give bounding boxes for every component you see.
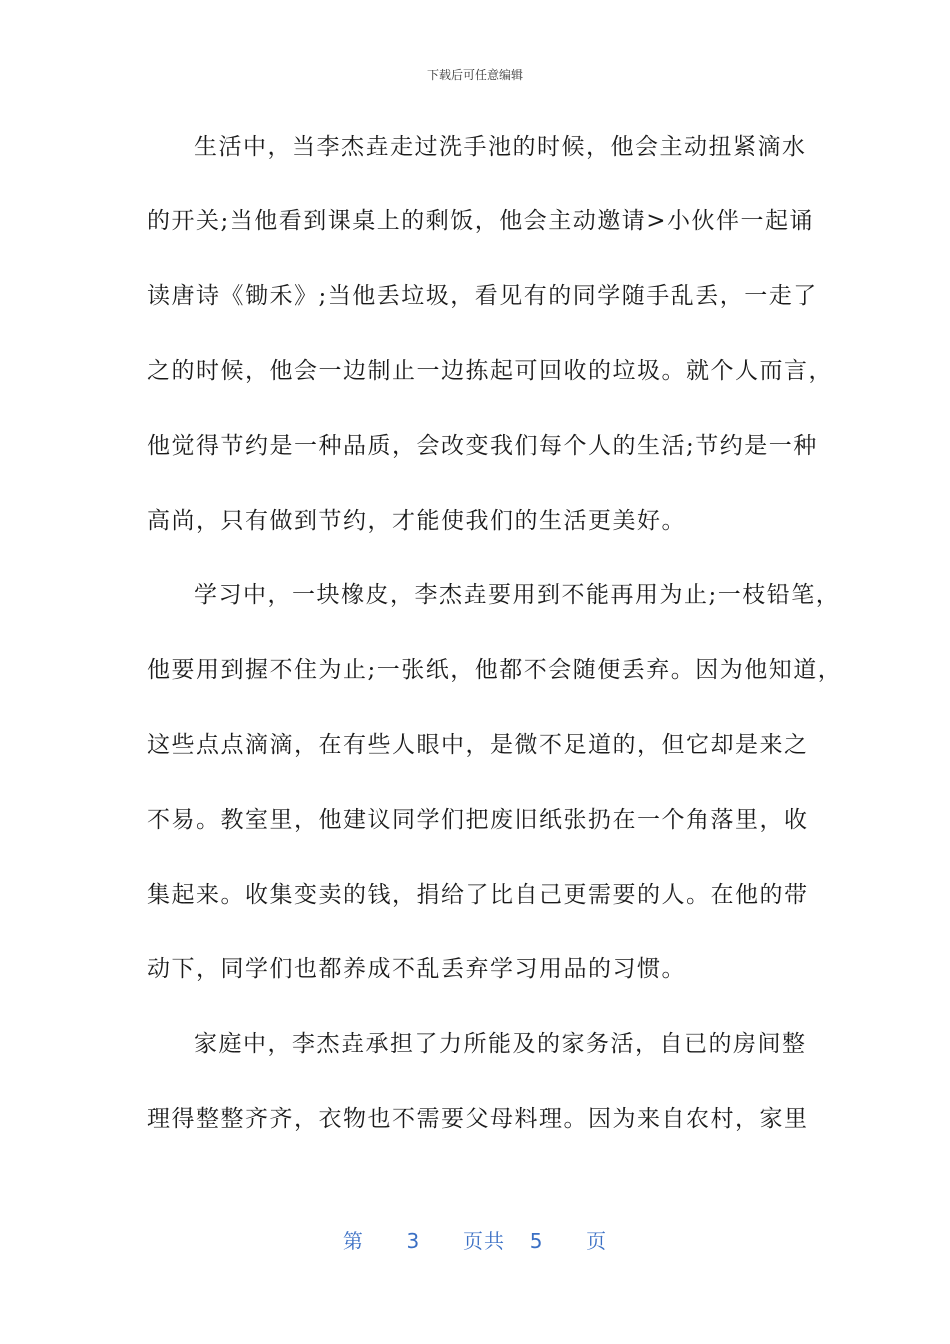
paragraph-line: 集起来。收集变卖的钱，捐给了比自己更需要的人。在他的带 bbox=[147, 882, 809, 908]
footer-middle: 页共 bbox=[463, 1229, 505, 1253]
total-pages-number: 5 bbox=[529, 1229, 544, 1253]
page-header: 下载后可任意编辑 bbox=[426, 68, 523, 82]
paragraph-line: 学习中，一块橡皮，李杰垚要用到不能再用为止;一枝铅笔， bbox=[194, 582, 841, 608]
paragraph-line: 生活中，当李杰垚走过洗手池的时候，他会主动扭紧滴水 bbox=[194, 134, 807, 160]
paragraph-line: 家庭中，李杰垚承担了力所能及的家务活，自已的房间整 bbox=[194, 1031, 807, 1057]
footer-suffix: 页 bbox=[586, 1229, 608, 1253]
current-page-number: 3 bbox=[406, 1229, 421, 1253]
paragraph-line: 高尚，只有做到节约，才能使我们的生活更美好。 bbox=[147, 508, 686, 534]
paragraph-line: 他觉得节约是一种品质，会改变我们每个人的生活;节约是一种 bbox=[147, 433, 818, 459]
paragraph-line: 理得整整齐齐，衣物也不需要父母料理。因为来自农村，家里 bbox=[147, 1106, 809, 1132]
paragraph-line: 的开关;当他看到课桌上的剩饭，他会主动邀请>小伙伴一起诵 bbox=[147, 208, 815, 234]
paragraph-line: 不易。教室里，他建议同学们把废旧纸张扔在一个角落里，收 bbox=[147, 807, 809, 833]
footer-prefix: 第 bbox=[342, 1229, 364, 1253]
paragraph-line: 之的时候，他会一边制止一边拣起可回收的垃圾。就个人而言， bbox=[147, 358, 833, 384]
paragraph-line: 读唐诗《锄禾》;当他丢垃圾，看见有的同学随手乱丢，一走了 bbox=[147, 283, 818, 309]
page-footer bbox=[0, 1225, 950, 1254]
paragraph-line: 这些点点滴滴，在有些人眼中，是微不足道的，但它却是来之 bbox=[147, 732, 809, 758]
paragraph-line: 他要用到握不住为止;一张纸，他都不会随便丢弃。因为他知道， bbox=[147, 657, 843, 683]
paragraph-line: 动下，同学们也都养成不乱丢弃学习用品的习惯。 bbox=[147, 956, 686, 982]
